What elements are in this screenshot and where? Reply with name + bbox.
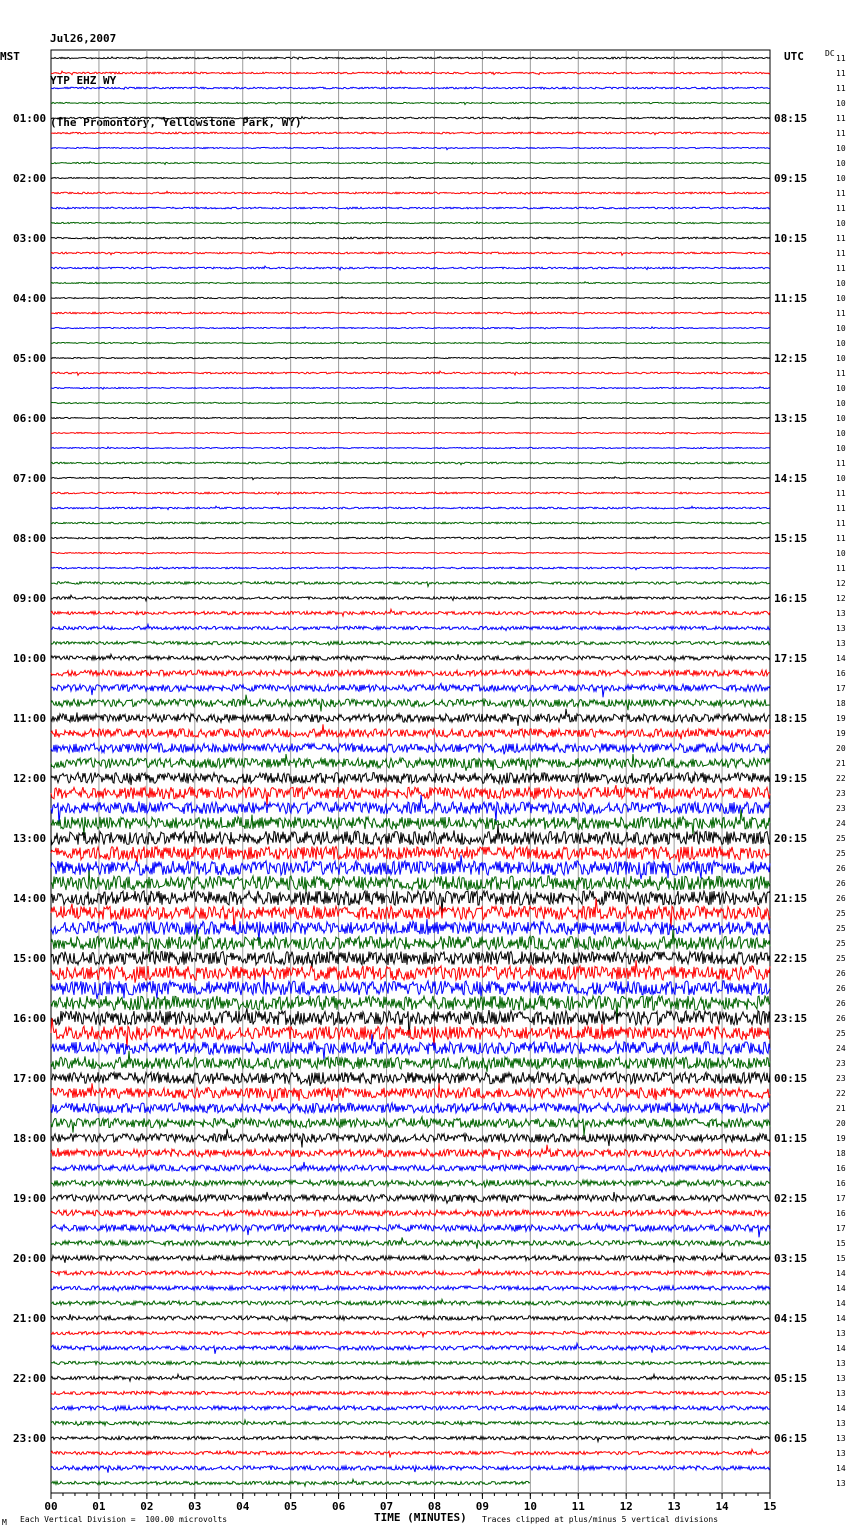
x-tick-label: 15 xyxy=(763,1500,777,1513)
trace-line xyxy=(51,1449,770,1457)
x-tick-label: 05 xyxy=(284,1500,298,1513)
corner-mark: M xyxy=(2,1518,7,1527)
trace-line xyxy=(51,462,770,465)
trace-line xyxy=(51,162,770,165)
trace-line xyxy=(51,654,770,661)
trace-line xyxy=(51,1103,770,1113)
utc-hour-label: 15:15 xyxy=(774,532,808,545)
utc-hour-label: 04:15 xyxy=(774,1312,808,1325)
dc-offset-label: 15 xyxy=(836,1254,846,1263)
dc-offset-label: 11 xyxy=(836,519,846,528)
trace-line xyxy=(51,824,770,845)
trace-line xyxy=(51,846,770,863)
trace-line xyxy=(51,177,770,179)
trace-line xyxy=(51,57,770,60)
dc-offset-label: 13 xyxy=(836,1419,846,1428)
dc-offset-label: 10 xyxy=(836,339,846,348)
dc-offset-label: 26 xyxy=(836,894,846,903)
dc-offset-label: 25 xyxy=(836,849,846,858)
utc-hour-label: 10:15 xyxy=(774,232,808,245)
dc-offset-label: 13 xyxy=(836,1359,846,1368)
mst-hour-label: 12:00 xyxy=(13,772,47,785)
dc-offset-label: 11 xyxy=(836,369,846,378)
dc-offset-label: 10 xyxy=(836,294,846,303)
dc-offset-label: 15 xyxy=(836,1239,846,1248)
dc-offset-label: 10 xyxy=(836,354,846,363)
dc-offset-label: 19 xyxy=(836,1134,846,1143)
utc-hour-label: 09:15 xyxy=(774,172,808,185)
trace-line xyxy=(51,282,770,284)
trace-line xyxy=(51,222,770,224)
trace-line xyxy=(51,1072,770,1086)
dc-offset-label: 25 xyxy=(836,924,846,933)
trace-line xyxy=(51,1465,770,1473)
dc-offset-label: 11 xyxy=(836,129,846,138)
x-axis-title: TIME (MINUTES) xyxy=(374,1511,467,1524)
dc-offset-label: 14 xyxy=(836,1269,846,1278)
utc-hour-label: 08:15 xyxy=(774,112,808,125)
trace-line xyxy=(51,1374,770,1381)
dc-offset-label: 23 xyxy=(836,1059,846,1068)
trace-line xyxy=(51,312,770,314)
mst-hour-label: 01:00 xyxy=(13,112,47,125)
trace-line xyxy=(51,297,770,299)
dc-offset-label: 11 xyxy=(836,84,846,93)
trace-line xyxy=(51,371,770,375)
dc-offset-label: 10 xyxy=(836,429,846,438)
trace-line xyxy=(51,102,770,105)
trace-line xyxy=(51,567,770,570)
dc-offset-label: 13 xyxy=(836,1479,846,1488)
dc-offset-label: 16 xyxy=(836,669,846,678)
dc-offset-label: 10 xyxy=(836,99,846,108)
trace-line xyxy=(51,1391,770,1395)
dc-offset-label: 22 xyxy=(836,774,846,783)
trace-line xyxy=(51,609,770,616)
trace-line xyxy=(51,1253,770,1263)
dc-offset-label: 13 xyxy=(836,1374,846,1383)
mst-hour-label: 07:00 xyxy=(13,472,47,485)
trace-line xyxy=(51,695,770,712)
dc-offset-label: 11 xyxy=(836,264,846,273)
dc-offset-label: 11 xyxy=(836,114,846,123)
dc-offset-label: 12 xyxy=(836,579,846,588)
dc-offset-label: 14 xyxy=(836,1404,846,1413)
dc-offset-label: 24 xyxy=(836,819,846,828)
mst-hour-label: 08:00 xyxy=(13,532,47,545)
dc-offset-label: 11 xyxy=(836,234,846,243)
trace-line xyxy=(51,1343,770,1353)
mst-hour-label: 20:00 xyxy=(13,1252,47,1265)
dc-offset-label: 14 xyxy=(836,1464,846,1473)
utc-hour-label: 23:15 xyxy=(774,1012,808,1025)
trace-line xyxy=(51,1117,770,1136)
utc-hour-label: 16:15 xyxy=(774,592,808,605)
trace-line xyxy=(51,724,770,739)
dc-offset-label: 19 xyxy=(836,729,846,738)
grid xyxy=(51,50,770,1493)
x-tick-label: 06 xyxy=(331,1500,346,1513)
dc-offset-label: 20 xyxy=(836,744,846,753)
trace-line xyxy=(51,191,770,194)
trace-line xyxy=(51,1192,770,1203)
x-tick-label: 04 xyxy=(236,1500,250,1513)
mst-hour-label: 04:00 xyxy=(13,292,47,305)
trace-line xyxy=(51,266,770,270)
trace-line xyxy=(51,506,770,509)
mst-hour-label: 02:00 xyxy=(13,172,47,185)
mst-hour-label: 23:00 xyxy=(13,1432,47,1445)
mst-hour-label: 13:00 xyxy=(13,832,47,845)
dc-offset-label: 11 xyxy=(836,564,846,573)
trace-line xyxy=(51,417,770,419)
trace-line xyxy=(51,996,770,1018)
trace-line xyxy=(51,447,770,449)
mst-hour-label: 11:00 xyxy=(13,712,47,725)
trace-line xyxy=(51,855,770,879)
trace-line xyxy=(51,595,770,601)
trace-line xyxy=(51,684,770,698)
trace-line xyxy=(51,581,770,586)
trace-line xyxy=(51,641,770,645)
dc-offset-label: 11 xyxy=(836,489,846,498)
trace-line xyxy=(51,342,770,343)
trace-line xyxy=(51,402,770,404)
trace-line xyxy=(51,785,770,805)
dc-offset-label: 22 xyxy=(836,1089,846,1098)
x-tick-label: 10 xyxy=(523,1500,537,1513)
dc-offset-label: 11 xyxy=(836,504,846,513)
mst-hour-label: 10:00 xyxy=(13,652,47,665)
trace-line xyxy=(51,1314,770,1321)
dc-offset-label: 13 xyxy=(836,1389,846,1398)
scale-note: Each Vertical Division = 100.00 microvolts xyxy=(20,1515,228,1524)
trace-line xyxy=(51,960,770,982)
dc-offset-label: 10 xyxy=(836,384,846,393)
dc-offset-label: 10 xyxy=(836,279,846,288)
dc-offset-label: 18 xyxy=(836,1149,846,1158)
mst-hour-label: 17:00 xyxy=(13,1072,47,1085)
utc-hour-label: 01:15 xyxy=(774,1132,808,1145)
dc-offset-label: 10 xyxy=(836,549,846,558)
trace-line xyxy=(51,357,770,359)
trace-line xyxy=(51,1083,770,1101)
mst-hour-label: 22:00 xyxy=(13,1372,47,1385)
dc-offset-label: 17 xyxy=(836,684,846,693)
dc-offset-label: 25 xyxy=(836,834,846,843)
dc-offset-labels xyxy=(836,54,846,1488)
dc-offset-label: 21 xyxy=(836,1104,846,1113)
dc-offset-label: 20 xyxy=(836,1119,846,1128)
trace-line xyxy=(51,670,770,676)
trace-line xyxy=(51,387,770,389)
utc-hour-label: 12:15 xyxy=(774,352,808,365)
dc-offset-label: 26 xyxy=(836,864,846,873)
dc-offset-label: 23 xyxy=(836,789,846,798)
trace-line xyxy=(51,1129,770,1148)
dc-offset-label: 11 xyxy=(836,534,846,543)
utc-hour-label: 20:15 xyxy=(774,832,808,845)
mst-hour-label: 09:00 xyxy=(13,592,47,605)
utc-hour-label: 02:15 xyxy=(774,1192,808,1205)
dc-offset-label: 23 xyxy=(836,804,846,813)
dc-offset-label: 25 xyxy=(836,1029,846,1038)
dc-offset-label: 14 xyxy=(836,1344,846,1353)
trace-line xyxy=(51,1269,770,1275)
dc-offset-label: 17 xyxy=(836,1194,846,1203)
mst-hour-label: 05:00 xyxy=(13,352,47,365)
dc-offset-label: 14 xyxy=(836,1314,846,1323)
utc-hour-label: 14:15 xyxy=(774,472,808,485)
trace-line xyxy=(51,1404,770,1411)
trace-line xyxy=(51,1299,770,1306)
mst-hour-label: 15:00 xyxy=(13,952,47,965)
trace-line xyxy=(51,207,770,209)
trace-line xyxy=(51,951,770,968)
mst-hour-label: 03:00 xyxy=(13,232,47,245)
utc-hour-label: 17:15 xyxy=(774,652,808,665)
utc-hour-label: 00:15 xyxy=(774,1072,808,1085)
dc-offset-label: 24 xyxy=(836,1044,846,1053)
dc-offset-label: 13 xyxy=(836,624,846,633)
dc-offset-label: 11 xyxy=(836,204,846,213)
trace-line xyxy=(51,891,770,913)
dc-offset-label: 10 xyxy=(836,324,846,333)
dc-offset-label: 13 xyxy=(836,639,846,648)
header-station: YTP EHZ WY xyxy=(50,74,117,87)
trace-line xyxy=(51,432,770,434)
trace-line xyxy=(51,132,770,135)
x-tick-label: 13 xyxy=(667,1500,681,1513)
dc-offset-label: 16 xyxy=(836,1164,846,1173)
mst-hour-label: 21:00 xyxy=(13,1312,47,1325)
trace-line xyxy=(51,773,770,786)
trace-line xyxy=(51,709,770,726)
trace-line xyxy=(51,147,770,150)
plot-frame xyxy=(51,50,770,1493)
dc-offset-label: 25 xyxy=(836,909,846,918)
dc-offset-label: 26 xyxy=(836,984,846,993)
x-tick-label: 03 xyxy=(188,1500,202,1513)
trace-line xyxy=(51,492,770,495)
traces xyxy=(51,57,770,1486)
trace-line xyxy=(51,1051,770,1072)
trace-line xyxy=(51,71,770,75)
right-timezone-label: UTC xyxy=(784,50,804,63)
dc-offset-label: 25 xyxy=(836,939,846,948)
trace-line xyxy=(51,1436,770,1441)
dc-offset-label: 10 xyxy=(836,414,846,423)
x-tick-label: 12 xyxy=(619,1500,633,1513)
utc-hour-label: 13:15 xyxy=(774,412,808,425)
trace-line xyxy=(51,477,770,480)
mst-hour-label: 18:00 xyxy=(13,1132,47,1145)
trace-line xyxy=(51,522,770,524)
trace-line xyxy=(51,743,770,754)
utc-hour-label: 18:15 xyxy=(774,712,808,725)
trace-line xyxy=(51,625,770,631)
trace-line xyxy=(51,1224,770,1238)
trace-line xyxy=(51,1286,770,1291)
dc-offset-label: 16 xyxy=(836,1179,846,1188)
mst-hour-label: 16:00 xyxy=(13,1012,47,1025)
utc-hour-label: 19:15 xyxy=(774,772,808,785)
x-tick-label: 02 xyxy=(140,1500,154,1513)
dc-offset-label: 10 xyxy=(836,474,846,483)
utc-hour-label: 21:15 xyxy=(774,892,808,905)
utc-hour-label: 05:15 xyxy=(774,1372,808,1385)
dc-offset-label: 13 xyxy=(836,609,846,618)
x-axis xyxy=(44,1493,776,1513)
trace-line xyxy=(51,1331,770,1336)
trace-line xyxy=(51,87,770,89)
dc-offset-label: 23 xyxy=(836,1074,846,1083)
x-tick-label: 01 xyxy=(92,1500,106,1513)
dc-offset-label: 11 xyxy=(836,459,846,468)
dc-offset-label: 14 xyxy=(836,654,846,663)
trace-line xyxy=(51,537,770,540)
trace-line xyxy=(51,1162,770,1173)
trace-line xyxy=(51,237,770,239)
dc-offset-label: 11 xyxy=(836,309,846,318)
dc-offset-label: 11 xyxy=(836,249,846,258)
trace-line xyxy=(51,552,770,554)
left-timezone-label: MST xyxy=(0,50,20,63)
clip-note: Traces clipped at plus/minus 5 vertical divisions xyxy=(482,1515,719,1524)
dc-offset-label: 11 xyxy=(836,69,846,78)
trace-line xyxy=(51,1145,770,1160)
dc-label: DC xyxy=(825,49,835,58)
x-tick-label: 00 xyxy=(44,1500,58,1513)
trace-line xyxy=(51,1210,770,1217)
utc-hour-label: 11:15 xyxy=(774,292,808,305)
trace-line xyxy=(51,919,770,941)
dc-offset-label: 26 xyxy=(836,969,846,978)
header-date: Jul26,2007 xyxy=(50,32,117,45)
trace-line xyxy=(51,1180,770,1187)
dc-offset-label: 19 xyxy=(836,714,846,723)
utc-hour-label: 03:15 xyxy=(774,1252,808,1265)
mst-hour-label: 19:00 xyxy=(13,1192,47,1205)
x-tick-label: 14 xyxy=(715,1500,729,1513)
dc-offset-label: 10 xyxy=(836,219,846,228)
dc-offset-label: 10 xyxy=(836,159,846,168)
dc-offset-label: 25 xyxy=(836,954,846,963)
trace-line xyxy=(51,252,770,255)
trace-line xyxy=(51,1420,770,1426)
header-location: (The Promontory, Yellowstone Park, WY) xyxy=(50,116,302,129)
dc-offset-label: 16 xyxy=(836,1209,846,1218)
trace-line xyxy=(51,1361,770,1366)
mst-hour-label: 06:00 xyxy=(13,412,47,425)
mst-hour-label: 14:00 xyxy=(13,892,47,905)
dc-offset-label: 10 xyxy=(836,144,846,153)
dc-offset-label: 14 xyxy=(836,1299,846,1308)
dc-offset-label: 26 xyxy=(836,999,846,1008)
utc-hour-label: 22:15 xyxy=(774,952,808,965)
trace-line xyxy=(51,1237,770,1248)
dc-offset-label: 11 xyxy=(836,54,846,63)
dc-offset-label: 10 xyxy=(836,399,846,408)
trace-line xyxy=(51,327,770,329)
dc-offset-label: 13 xyxy=(836,1449,846,1458)
dc-offset-label: 13 xyxy=(836,1434,846,1443)
dc-offset-label: 11 xyxy=(836,189,846,198)
trace-line xyxy=(51,754,770,771)
dc-offset-label: 21 xyxy=(836,759,846,768)
utc-hour-label: 06:15 xyxy=(774,1432,808,1445)
dc-offset-label: 17 xyxy=(836,1224,846,1233)
dc-offset-label: 10 xyxy=(836,174,846,183)
x-tick-label: 11 xyxy=(571,1500,585,1513)
dc-offset-label: 18 xyxy=(836,699,846,708)
dc-offset-label: 26 xyxy=(836,1014,846,1023)
x-tick-label: 08 xyxy=(427,1500,442,1513)
x-tick-label: 09 xyxy=(475,1500,490,1513)
dc-offset-label: 12 xyxy=(836,594,846,603)
dc-offset-label: 14 xyxy=(836,1284,846,1293)
dc-offset-label: 26 xyxy=(836,879,846,888)
trace-line xyxy=(51,117,770,120)
dc-offset-label: 13 xyxy=(836,1329,846,1338)
x-tick-label: 07 xyxy=(379,1500,394,1513)
dc-offset-label: 10 xyxy=(836,444,846,453)
